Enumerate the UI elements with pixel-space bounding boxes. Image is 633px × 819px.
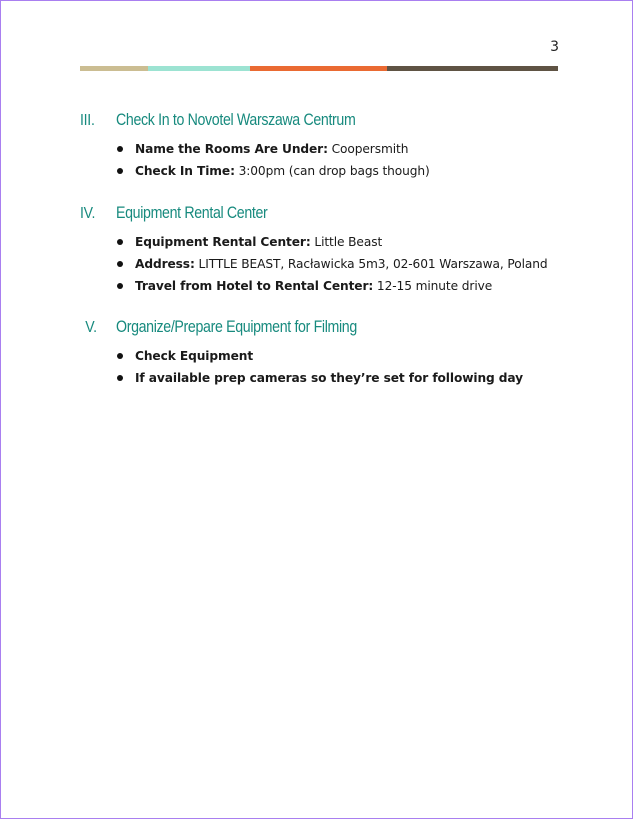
color-bar-segment-aqua xyxy=(148,66,250,71)
section-equipment-rental xyxy=(80,204,580,300)
section-heading xyxy=(80,318,580,340)
item-label: Travel from Hotel to Rental Center: xyxy=(135,279,374,293)
bullet-list xyxy=(80,234,580,300)
item-label: Check In Time: xyxy=(135,164,235,178)
list-item xyxy=(135,370,580,392)
bullet-icon xyxy=(117,239,123,245)
color-bar-segment-brown xyxy=(387,66,558,71)
bullet-icon xyxy=(117,283,123,289)
page-number: 3 xyxy=(550,39,559,55)
list-item xyxy=(135,163,580,185)
section-numeral: V. xyxy=(85,319,97,336)
bullet-icon xyxy=(117,375,123,381)
item-label: Check Equipment xyxy=(135,349,254,363)
item-label: Address: xyxy=(135,257,195,271)
section-check-in xyxy=(80,111,580,185)
item-label: Equipment Rental Center: xyxy=(135,235,311,249)
list-item xyxy=(135,141,580,163)
section-numeral: IV. xyxy=(80,205,96,222)
color-bar-segment-tan xyxy=(80,66,148,71)
section-numeral: III. xyxy=(80,112,95,129)
list-item xyxy=(135,234,580,256)
item-value: LITTLE BEAST, Racławicka 5m3, 02-601 Warszawa, Poland xyxy=(194,257,548,271)
color-bar-segment-orange xyxy=(250,66,387,71)
section-heading xyxy=(80,204,580,226)
bullet-icon xyxy=(117,146,123,152)
item-value: Coopersmith xyxy=(327,142,409,156)
header-color-bar xyxy=(80,66,558,71)
item-label: If available prep cameras so they’re set for following day xyxy=(135,371,524,385)
bullet-icon xyxy=(117,261,123,267)
bullet-list xyxy=(80,348,580,392)
list-item xyxy=(135,348,580,370)
section-organize-equipment xyxy=(80,318,580,392)
bullet-list xyxy=(80,141,580,185)
bullet-icon xyxy=(117,168,123,174)
item-value: 12-15 minute drive xyxy=(373,279,493,293)
list-item xyxy=(135,278,580,300)
section-title: Organize/Prepare Equipment for Filming xyxy=(116,318,357,336)
item-value: 3:00pm (can drop bags though) xyxy=(234,164,430,178)
item-label: Name the Rooms Are Under: xyxy=(135,142,328,156)
list-item xyxy=(135,256,580,278)
bullet-icon xyxy=(117,353,123,359)
section-title: Check In to Novotel Warszawa Centrum xyxy=(116,111,356,129)
section-title: Equipment Rental Center xyxy=(116,204,268,222)
item-value: Little Beast xyxy=(310,235,383,249)
section-heading xyxy=(80,111,580,133)
